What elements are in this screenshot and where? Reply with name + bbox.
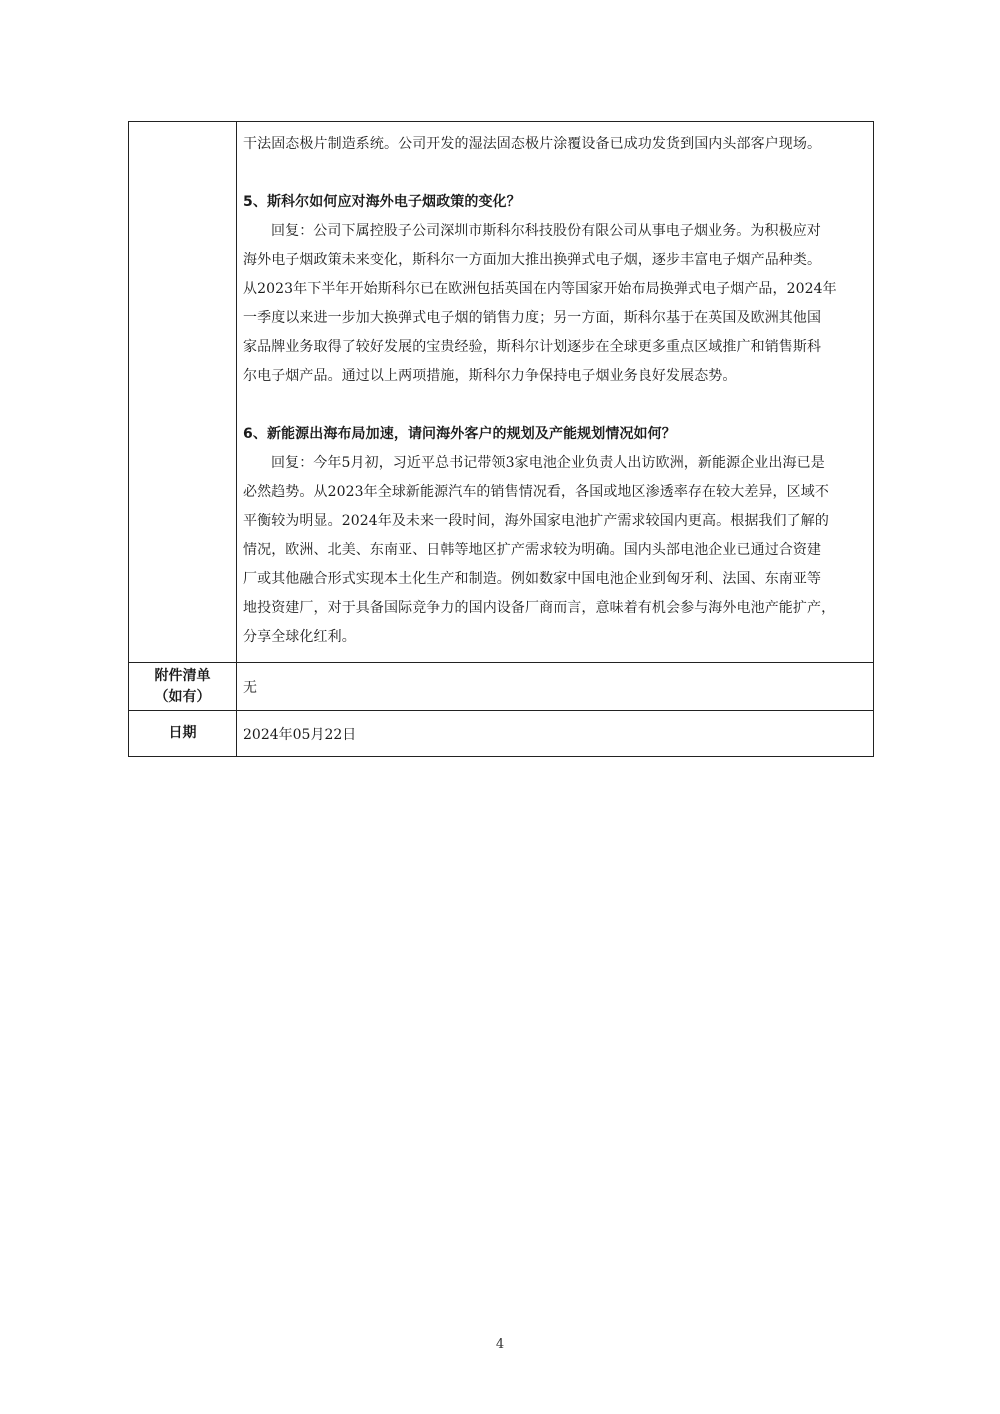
answer-6-line: 必然趋势。从2023年全球新能源汽车的销售情况看，各国或地区渗透率存在较大差异，区域不 <box>243 484 829 500</box>
answer-5-line: 一季度以来进一步加大换弹式电子烟的销售力度；另一方面，斯科尔基于在英国及欧洲其他国 <box>243 310 822 326</box>
date-row <box>129 711 874 757</box>
info-table <box>128 121 874 757</box>
date-label: 日期 <box>129 711 237 757</box>
question-5: 5、斯科尔如何应对海外电子烟政策的变化？ <box>243 194 521 210</box>
question-6: 6、新能源出海布局加速，请问海外客户的规划及产能规划情况如何？ <box>243 426 676 442</box>
answer-5-line: 家品牌业务取得了较好发展的宝贵经验，斯科尔计划逐步在全球更多重点区域推广和销售斯科 <box>243 339 822 355</box>
date-value: 2024年05月22日 <box>237 711 874 757</box>
attachments-value: 无 <box>237 663 874 711</box>
page-number: 4 <box>495 1337 505 1352</box>
attachments-row <box>129 663 874 711</box>
answer-6-line: 分享全球化红利。 <box>243 629 356 645</box>
answer-6-line: 回复：今年5月初，习近平总书记带领3家电池企业负责人出访欧洲，新能源企业出海已是 <box>271 455 825 471</box>
continuation-text: 干法固态极片制造系统。公司开发的湿法固态极片涂覆设备已成功发货到国内头部客户现场。 <box>243 136 822 152</box>
answer-6-line: 情况，欧洲、北美、东南亚、日韩等地区扩产需求较为明确。国内头部电池企业已通过合资建 <box>243 542 822 558</box>
main-content-row <box>129 122 874 663</box>
attachments-label <box>129 663 237 711</box>
answer-6-line: 地投资建厂，对于具备国际竞争力的国内设备厂商而言，意味着有机会参与海外电池产能扩产， <box>243 600 836 616</box>
answer-5-line: 尔电子烟产品。通过以上两项措施，斯科尔力争保持电子烟业务良好发展态势。 <box>243 368 737 384</box>
answer-6-line: 厂或其他融合形式实现本土化生产和制造。例如数家中国电池企业到匈牙利、法国、东南亚等 <box>243 571 822 587</box>
empty-label-cell <box>129 122 237 663</box>
answer-6-line: 平衡较为明显。2024年及未来一段时间，海外国家电池扩产需求较国内更高。根据我们了解的 <box>243 513 829 529</box>
answer-5-line: 海外电子烟政策未来变化，斯科尔一方面加大推出换弹式电子烟，逐步丰富电子烟产品种类。 <box>243 252 822 268</box>
attachments-label-line1: 附件清单 <box>154 667 211 684</box>
main-content-cell <box>237 122 874 663</box>
answer-5-line: 回复：公司下属控股子公司深圳市斯科尔科技股份有限公司从事电子烟业务。为积极应对 <box>271 223 821 239</box>
answer-5-line: 从2023年下半年开始斯科尔已在欧洲包括英国在内等国家开始布局换弹式电子烟产品，2024年 <box>243 281 837 297</box>
attachments-label-line2: （如有） <box>154 688 211 705</box>
